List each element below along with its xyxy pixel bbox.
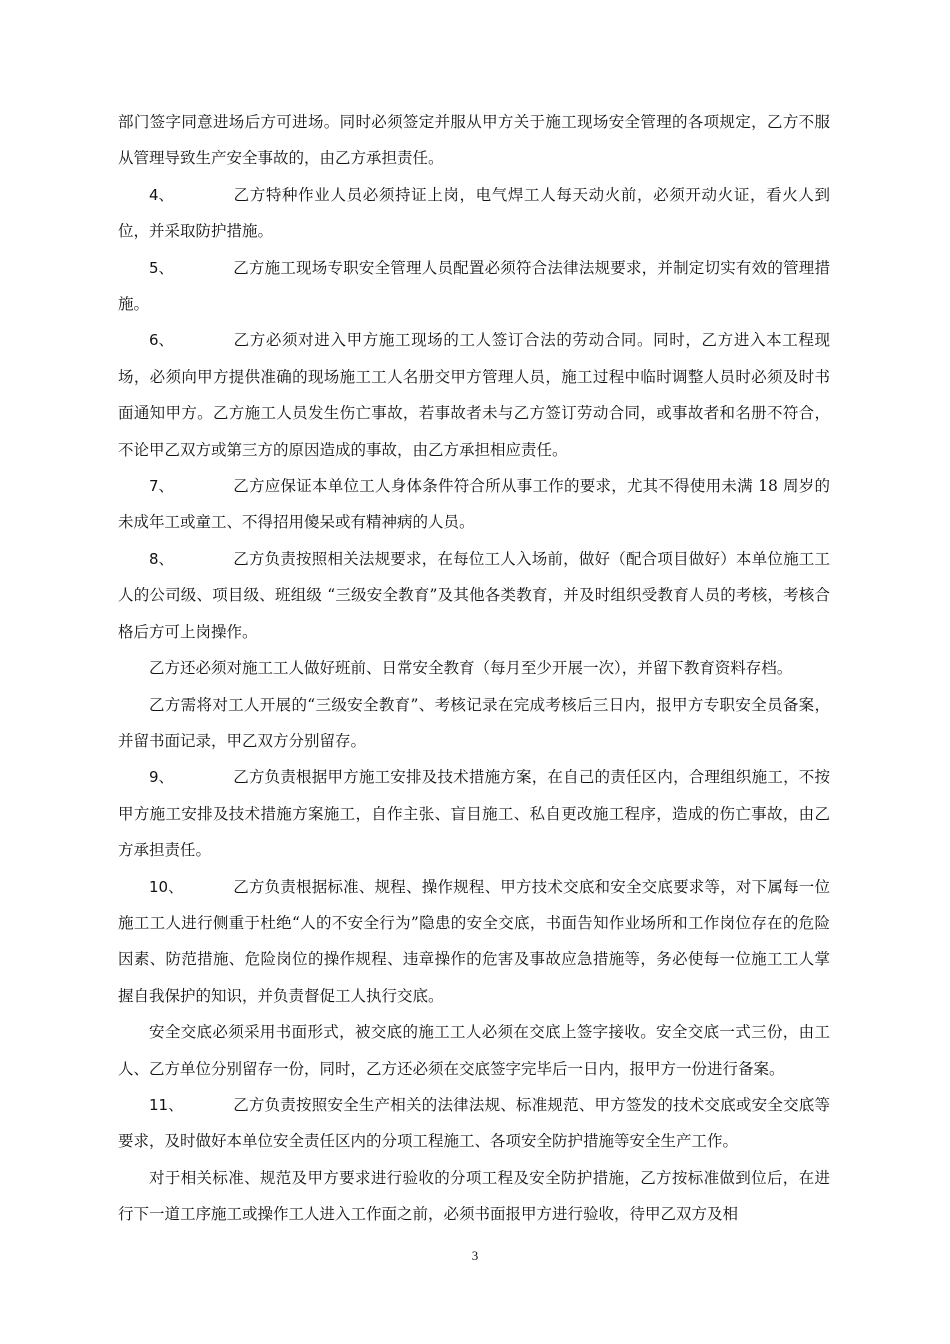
numbered-clause: [118, 250, 830, 323]
clause-number: 10、: [149, 877, 184, 896]
clause-number: 7、: [149, 477, 174, 496]
paragraph-text: 乙方特种作业人员必须持证上岗，电气焊工人每天动火前，必须开动火证，看火人到位，并采取防护措施。: [118, 185, 830, 241]
page-number: 3: [471, 1248, 479, 1263]
clause-number: 8、: [149, 549, 174, 568]
clause-number: 6、: [149, 331, 174, 350]
paragraph-text: 乙方负责按照安全生产相关的法律法规、标准规范、甲方签发的技术交底或安全交底等要求，及时做好本单位安全责任区内的分项工程施工、各项安全防护措施等安全生产工作。: [118, 1095, 830, 1151]
numbered-clause: [118, 322, 830, 468]
numbered-clause: [118, 1087, 830, 1160]
paragraph: [118, 650, 830, 686]
paragraph: [118, 687, 830, 760]
clause-number: 5、: [149, 258, 174, 277]
paragraph: [118, 1160, 830, 1233]
paragraph-text: 对于相关标准、规范及甲方要求进行验收的分项工程及安全防护措施，乙方按标准做到位后，在进行下一道工序施工或操作工人进入工作面之前，必须书面报甲方进行验收，待甲乙双方及相: [118, 1168, 830, 1224]
numbered-clause: [118, 468, 830, 541]
paragraph-text: 部门签字同意进场后方可进场。同时必须签定并服从甲方关于施工现场安全管理的各项规定，乙方不服从管理导致生产安全事故的，由乙方承担责任。: [118, 113, 830, 168]
numbered-clause: [118, 177, 830, 250]
clause-number: 9、: [149, 768, 174, 787]
paragraph-text: 乙方负责根据甲方施工安排及技术措施方案，在自己的责任区内，合理组织施工，不按甲方施工安排及技术措施方案施工，自作主张、盲目施工、私自更改施工程序，造成的伤亡事故，由乙方承担责任。: [118, 768, 830, 860]
paragraph: [118, 1014, 830, 1087]
clause-number: 4、: [149, 185, 174, 204]
paragraph-text: 乙方施工现场专职安全管理人员配置必须符合法律法规要求，并制定切实有效的管理措施。: [118, 258, 830, 314]
paragraph-text: 乙方还必须对施工工人做好班前、日常安全教育（每月至少开展一次），并留下教育资料存档。: [149, 659, 793, 678]
paragraph-text: 乙方必须对进入甲方施工现场的工人签订合法的劳动合同。同时，乙方进入本工程现场，必须向甲方提供准确的现场施工工人名册交甲方管理人员，施工过程中临时调整人员时必须及时书面通知甲方。乙方施工人员发生伤亡事故，若事故者未与乙方签订劳动合同，或事故者和名册不符合，不论甲乙双方或第三方的原因造成的事故，由乙方承担相应责任。: [118, 331, 830, 459]
paragraph-text: 乙方负责根据标准、规程、操作规程、甲方技术交底和安全交底要求等，对下属每一位施工工人进行侧重于杜绝“人的不安全行为”隐患的安全交底，书面告知作业场所和工作岗位存在的危险因素、防范措施、危险岗位的操作规程、违章操作的危害及事故应急措施等，务必使每一位施工工人掌握自我保护的知识，并负责督促工人执行交底。: [118, 877, 830, 1005]
clause-number: 11、: [149, 1095, 184, 1114]
paragraph-text: 乙方负责按照相关法规要求，在每位工人入场前，做好（配合项目做好）本单位施工工人的公司级、项目级、班组级 “三级安全教育”及其他各类教育，并及时组织受教育人员的考核，考核合格后方可上岗操作。: [118, 549, 830, 641]
numbered-clause: [118, 759, 830, 868]
paragraph-text: 安全交底必须采用书面形式，被交底的施工工人必须在交底上签字接收。安全交底一式三份，由工人、乙方单位分别留存一份，同时，乙方还必须在交底签字完毕后一日内，报甲方一份进行备案。: [118, 1023, 830, 1078]
paragraph-text: 乙方应保证本单位工人身体条件符合所从事工作的要求，尤其不得使用未满 18 周岁的未成年工或童工、不得招用傻呆或有精神病的人员。: [118, 477, 830, 532]
paragraph-text: 乙方需将对工人开展的“三级安全教育”、考核记录在完成考核后三日内，报甲方专职安全员备案，并留书面记录，甲乙双方分别留存。: [118, 695, 830, 750]
document-body: [118, 104, 830, 1233]
paragraph: [118, 104, 830, 177]
numbered-clause: [118, 541, 830, 650]
numbered-clause: [118, 869, 830, 1015]
